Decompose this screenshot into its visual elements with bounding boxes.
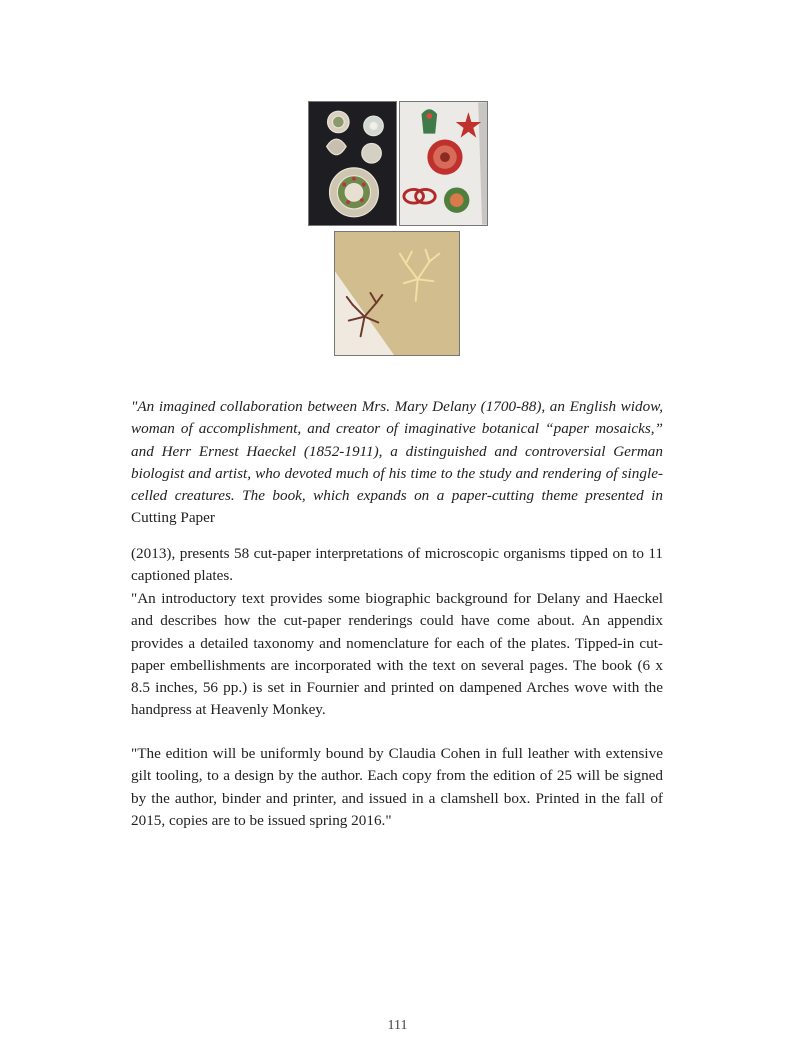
- continuation-paragraph: (2013), presents 58 cut-paper interpretations of microscopic organisms tipped on to 11 captioned plates.: [131, 545, 663, 585]
- book-page-image: [334, 231, 460, 356]
- radiolarian-light-plate-illustration: [400, 102, 487, 225]
- quote-italic-text: "An imagined collaboration between Mrs. Mary Delany (1700-88), an English widow, woman of accomplishment, and creator of imaginative botanical “paper mosaicks,” and Herr Ernest Haeckel (1852-1911), a distinguished and controversial German biologist and artist, who devoted much of his time to the study and rendering of single-celled creatures. The book, which expands on a paper-cutting theme presented in: [131, 398, 663, 505]
- plate-dark-image: [308, 101, 397, 226]
- plate-light-image: [399, 101, 488, 226]
- edition-paragraph: "The edition will be uniformly bound by Claudia Cohen in full leather with extensive gilt tooling, to a design by the author. Each copy from the edition of 25 will be signed by the author, binder and printer, and issued in a clamshell box. Printed in the fall of 2015, copies are to be issued spring 2016.": [131, 745, 663, 829]
- cut-paper-tree-illustration: [335, 232, 459, 355]
- page-number: 111: [387, 1018, 408, 1033]
- quote-paragraph: [131, 396, 663, 530]
- radiolarian-dark-plate-illustration: [309, 102, 396, 225]
- book-title-cutting-paper: Cutting Paper: [131, 509, 215, 527]
- intro-paragraph: "An introductory text provides some biographic background for Delany and Haeckel and describes how the cut-paper renderings could have come about. An appendix provides a detailed taxonomy and nomenclature for each of the plates. Tipped-in cut-paper embellishments are incorporated with the text on several pages. The book (6 x 8.5 inches, 56 pp.) is set in Fournier and printed on dampened Arches wove with the handpress at Heavenly Monkey.: [131, 590, 663, 719]
